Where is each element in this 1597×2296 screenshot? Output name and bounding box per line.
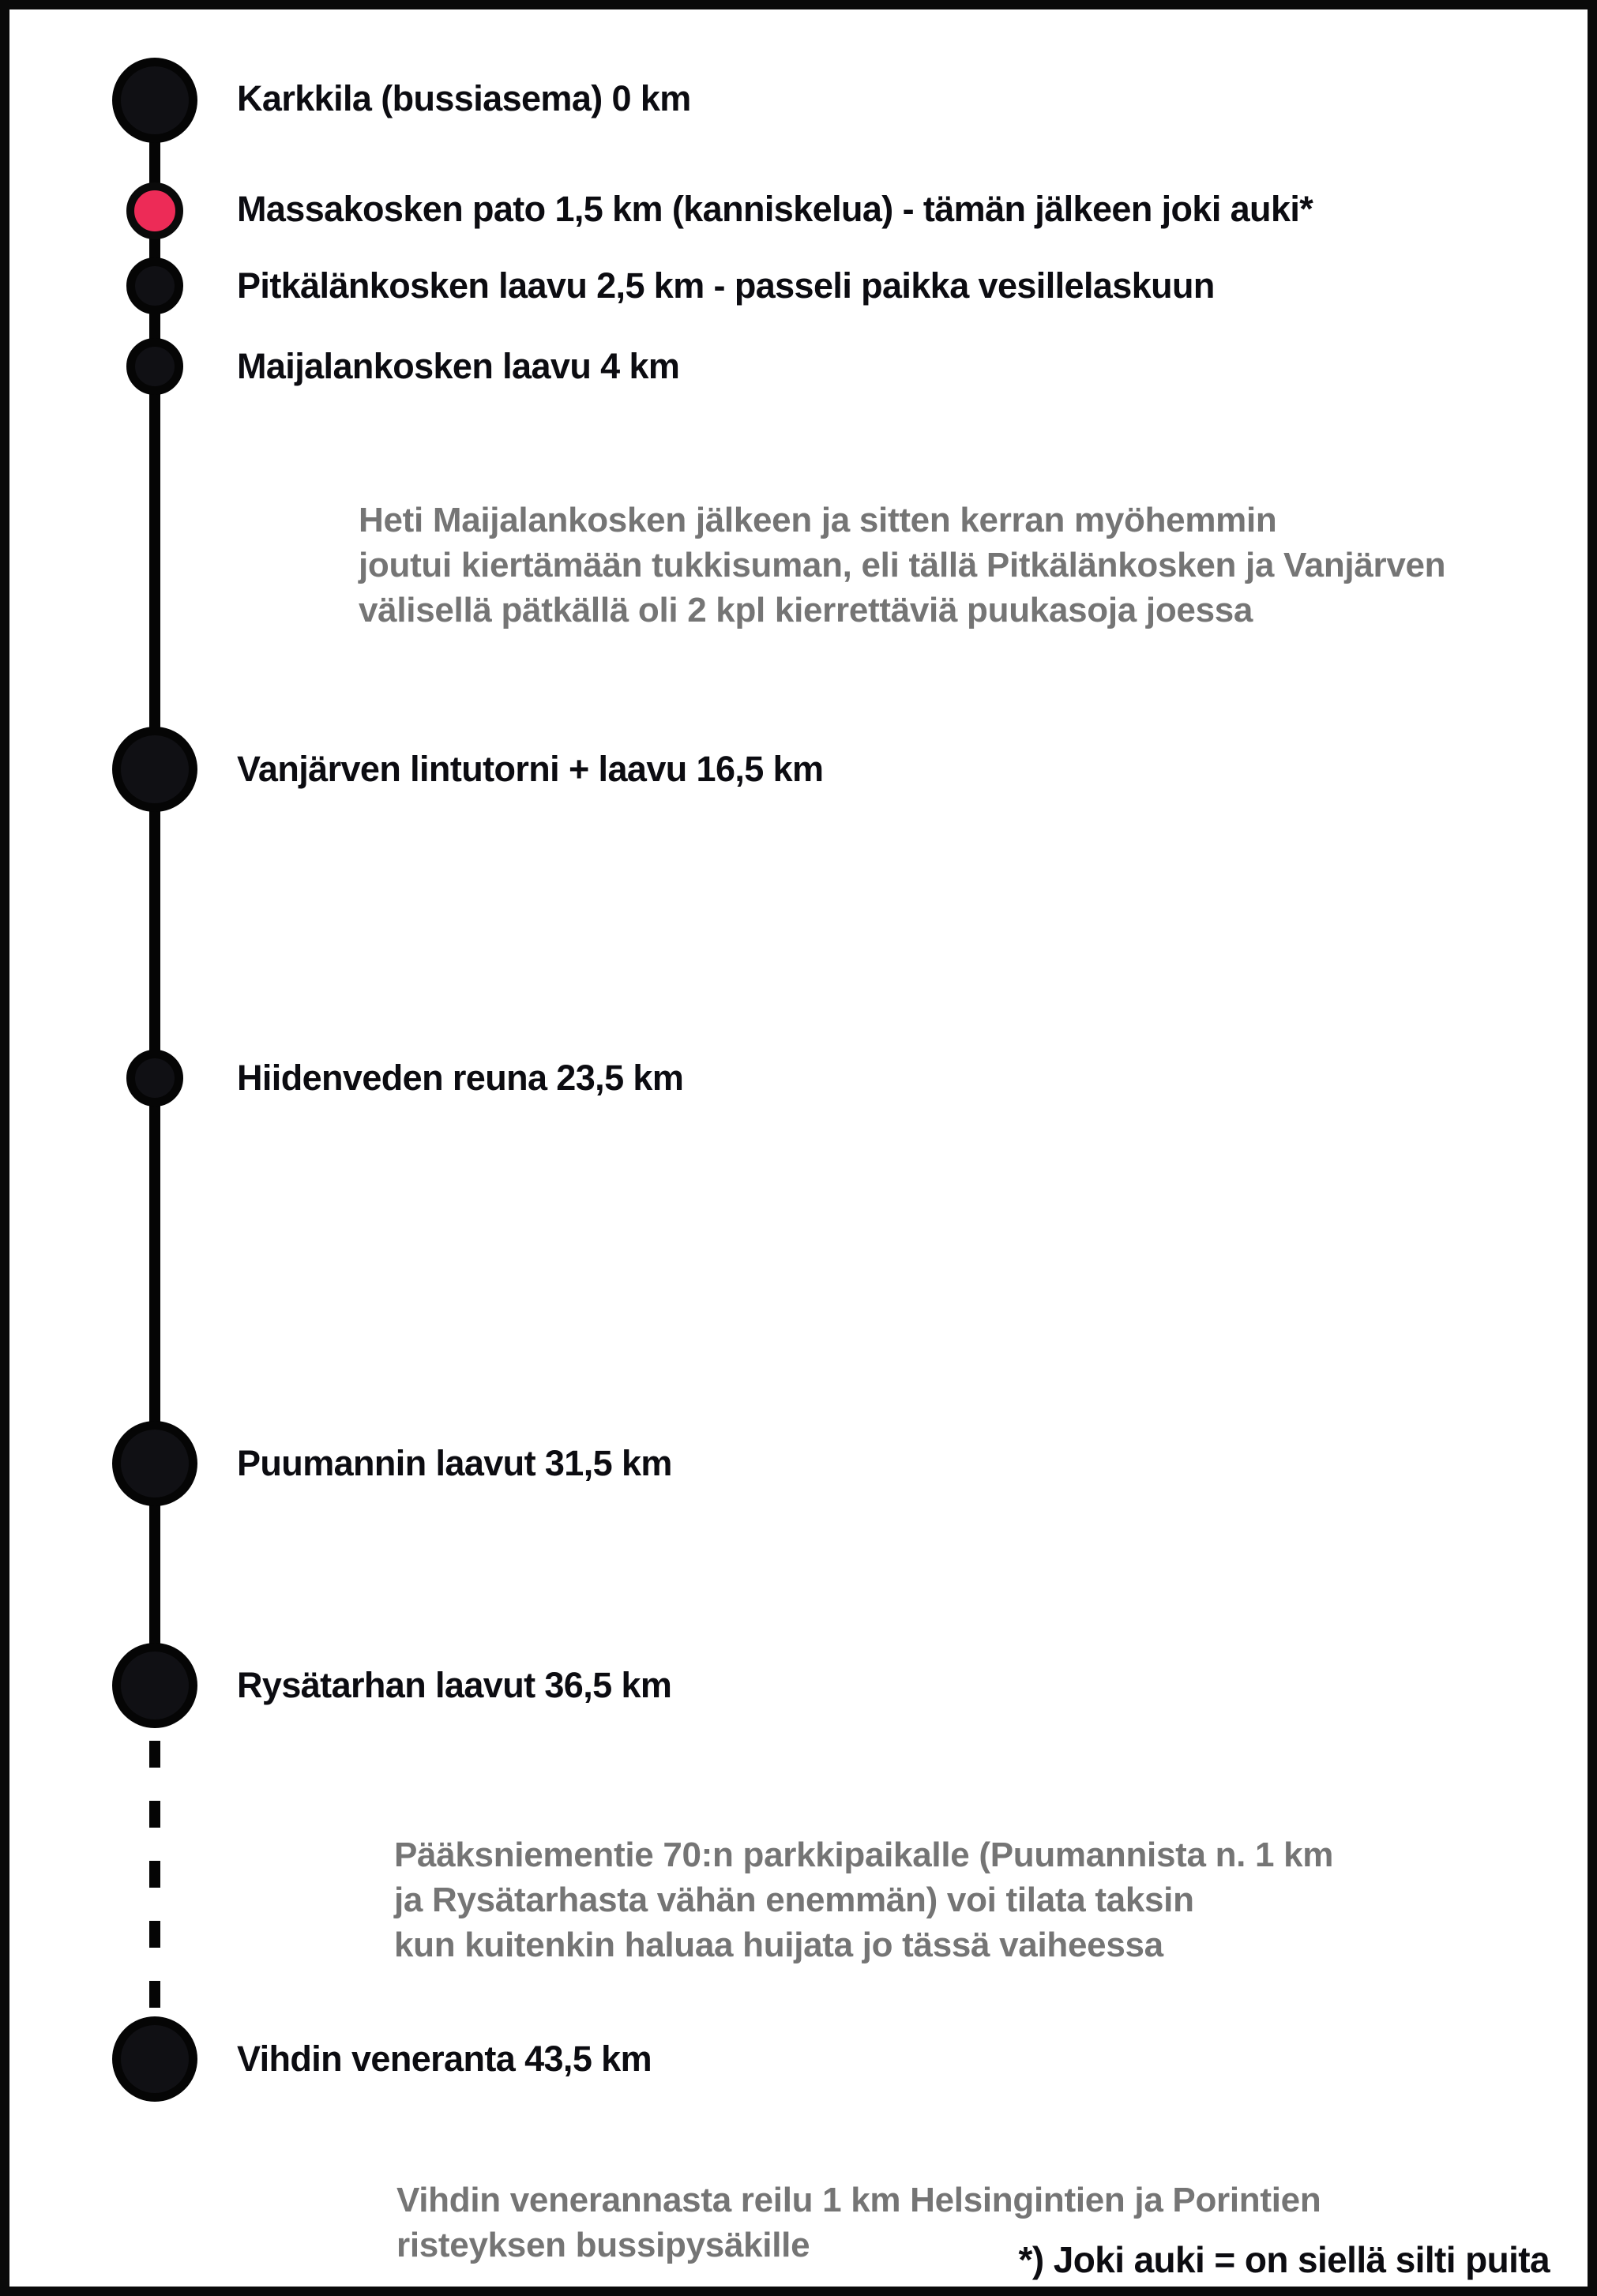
stop-label-karkkila: Karkkila (bussiasema) 0 km xyxy=(237,78,691,118)
stop-label-rysatarha: Rysätarhan laavut 36,5 km xyxy=(237,1665,672,1705)
stop-label-hiidenvesi: Hiidenveden reuna 23,5 km xyxy=(237,1058,684,1098)
stop-node-maijalankoski xyxy=(126,338,183,395)
stop-node-hiidenvesi xyxy=(126,1050,183,1107)
annotation-line: välisellä pätkällä oli 2 kpl kierrettäviä puukasoja joessa xyxy=(359,591,1253,629)
annotation-taxi xyxy=(394,1832,1333,1967)
annotation-line: kun kuitenkin haluaa huijata jo tässä vaiheessa xyxy=(394,1926,1163,1964)
footnote-joki-auki: *) Joki auki = on siellä silti puita xyxy=(1018,2239,1550,2280)
annotation-line: Heti Maijalankosken jälkeen ja sitten kerran myöhemmin xyxy=(359,501,1277,539)
timeline-dashed-line xyxy=(149,1741,160,2008)
stop-node-pitkalankoski xyxy=(126,257,183,314)
annotation-line: Vihdin venerannasta reilu 1 km Helsingintien ja Porintien xyxy=(396,2181,1321,2219)
stop-label-massakoski: Massakosken pato 1,5 km (kanniskelua) - tämän jälkeen joki auki* xyxy=(237,189,1313,229)
stop-label-vanjarvi: Vanjärven lintutorni + laavu 16,5 km xyxy=(237,749,824,789)
stop-node-rysatarha xyxy=(112,1643,197,1728)
stop-node-puumanni xyxy=(112,1421,197,1506)
stop-node-vihti xyxy=(112,2016,197,2102)
annotation-line: risteyksen bussipysäkille xyxy=(396,2226,810,2264)
stop-label-maijalankoski: Maijalankosken laavu 4 km xyxy=(237,346,680,386)
annotation-line: Pääksniementie 70:n parkkipaikalle (Puumannista n. 1 km xyxy=(394,1836,1334,1874)
annotation-line: joutui kiertämään tukkisuman, eli tällä Pitkälänkosken ja Vanjärven xyxy=(359,546,1446,584)
stop-node-vanjarvi xyxy=(112,727,197,812)
stop-node-massakoski xyxy=(126,182,183,239)
stop-label-pitkalankoski: Pitkälänkosken laavu 2,5 km - passeli paikka vesillelaskuun xyxy=(237,265,1215,306)
annotation-line: ja Rysätarhasta vähän enemmän) voi tilata taksin xyxy=(394,1881,1194,1919)
stop-label-puumanni: Puumannin laavut 31,5 km xyxy=(237,1443,672,1483)
stop-node-karkkila xyxy=(112,58,197,143)
annotation-logjam xyxy=(359,498,1445,633)
stop-label-vihti: Vihdin veneranta 43,5 km xyxy=(237,2039,652,2079)
